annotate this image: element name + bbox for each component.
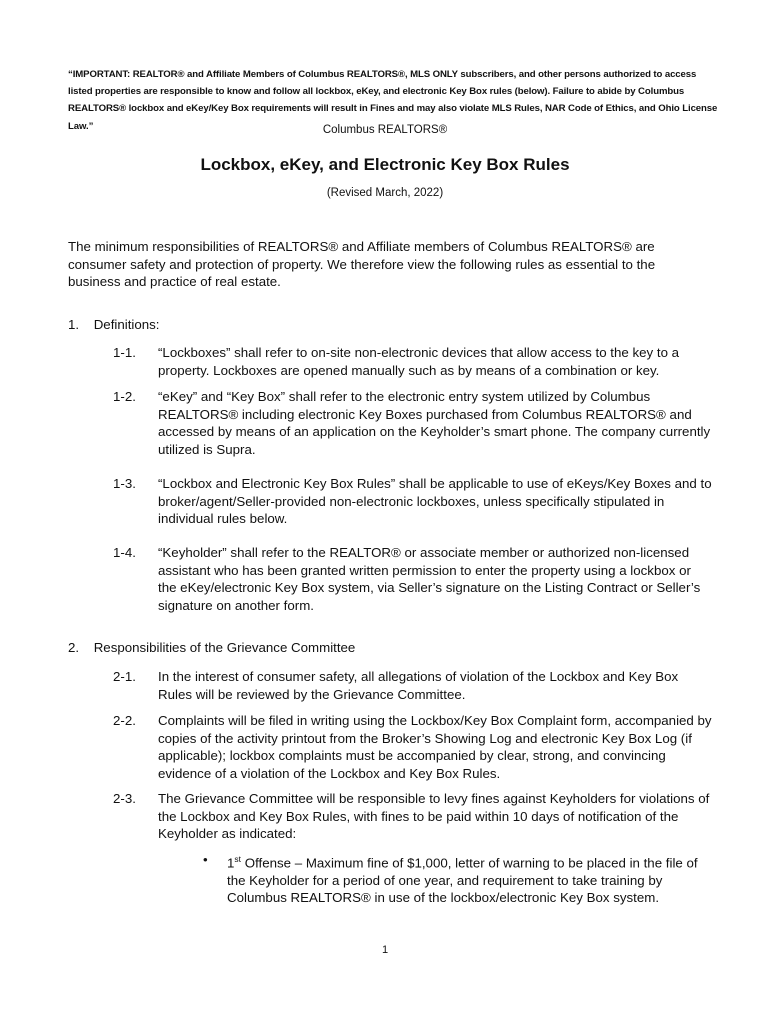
bullet-text (227, 851, 715, 907)
organization-name: Columbus REALTORS® (322, 124, 448, 136)
section-number: 1. (68, 317, 80, 332)
section-title: Definitions: (93, 317, 160, 332)
rule-text: The Grievance Committee will be responsible to levy fines against Keyholders for violations of the Lockbox and Key Box Rules, with fines to be paid within 10 days of notification of the Keyholder as indicated: (158, 791, 710, 841)
rule-number: 1-3. (113, 476, 136, 491)
bullet-icon: • (203, 852, 208, 867)
rule-text: “Lockboxes” shall refer to on-site non-electronic devices that allow access to the key to a property. Lockboxes are opened manually such as by means of a combination or key. (158, 345, 680, 378)
ordinal-suffix: st (234, 854, 242, 864)
document-title: Lockbox, eKey, and Electronic Key Box Rules (200, 155, 570, 174)
revision-date: (Revised March, 2022) (326, 187, 444, 199)
ordinal-number: 1 (227, 855, 235, 871)
section-heading-grievance (68, 639, 355, 657)
intro-paragraph: The minimum responsibilities of REALTORS® and Affiliate members of Columbus REALTORS® are consumer safety and protection of property. We therefore view the following rules as essential to the business and practice of real estate. (68, 239, 656, 289)
rule-number: 2-2. (113, 713, 136, 728)
section-title: Responsibilities of the Grievance Committee (93, 640, 356, 655)
page-number: 1 (381, 944, 389, 956)
rule-text: “eKey” and “Key Box” shall refer to the electronic entry system utilized by Columbus REALTORS® including electronic Key Boxes purchased from Columbus REALTORS® and accessed by means of an application on the Keyholder’s smart phone. The company currently utilized is Supra. (158, 389, 711, 457)
rule-number: 1-1. (113, 345, 136, 360)
rule-number: 2-3. (113, 791, 136, 806)
section-heading-definitions (68, 316, 159, 334)
rule-text: “Keyholder” shall refer to the REALTOR® or associate member or authorized non-licensed assistant who has been granted written permission to enter the property using a lockbox or the eKey/electronic Key Box system, via Seller’s signature on the Listing Contract or Seller’s signature on another form. (158, 545, 701, 613)
rule-text: Complaints will be filed in writing using the Lockbox/Key Box Complaint form, accompanied by copies of the activity printout from the Broker’s Showing Log and electronic Key Box Log (if applicable); lockbox complaints must be accompanied by clear, strong, and convincing evidence of a violation of the Lockbox and Key Box Rules. (158, 713, 712, 781)
rule-number: 1-2. (113, 389, 136, 404)
offense-description: Offense – Maximum fine of $1,000, letter of warning to be placed in the file of the Keyholder for a period of one year, and requirement to take training by Columbus REALTORS® in use of the lockbox/electronic Key Box system. (227, 855, 698, 906)
rule-number: 1-4. (113, 545, 136, 560)
important-notice: “IMPORTANT: REALTOR® and Affiliate Members of Columbus REALTORS®, MLS ONLY subscribers, and other persons authorized to access listed properties are responsible to know and follow all lockbox, eKey, and electronic Key Box rules (below). Failure to abide by Columbus REALTORS® lockbox and eKey/Key Box requirements will result in Fines and may also violate MLS Rules, NAR Code of Ethics, and Ohio License Law.” (68, 69, 718, 132)
rule-text: “Lockbox and Electronic Key Box Rules” shall be applicable to use of eKeys/Key Boxes and to broker/agent/Seller-provided non-electronic lockboxes, unless specifically stipulated in individual rules below. (158, 476, 712, 526)
rule-text: In the interest of consumer safety, all allegations of violation of the Lockbox and Key Box Rules will be reviewed by the Grievance Committee. (158, 669, 679, 702)
rule-number: 2-1. (113, 669, 136, 684)
section-number: 2. (68, 640, 80, 655)
